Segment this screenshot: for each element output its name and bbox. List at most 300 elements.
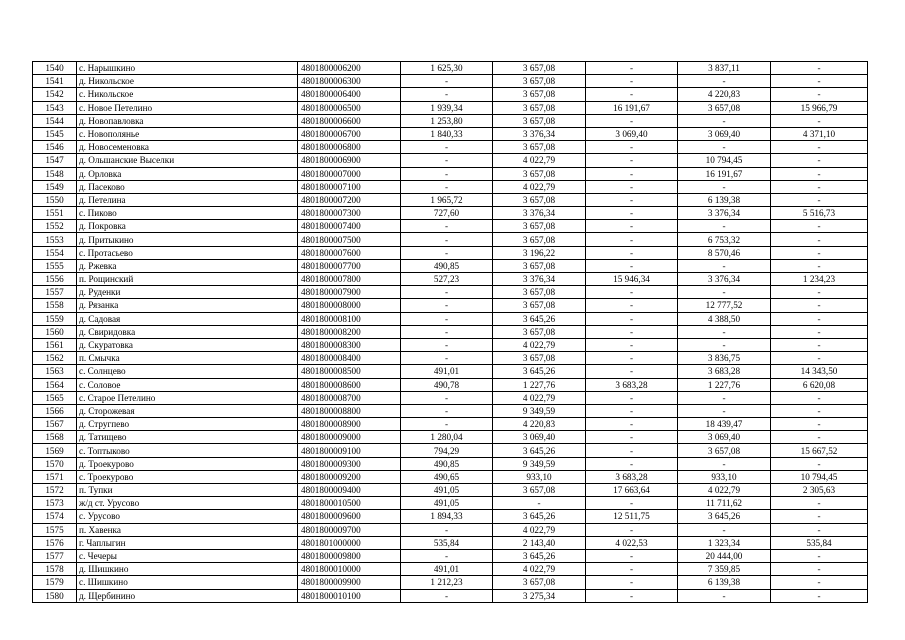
value-col-4-cell: 3 837,11 bbox=[678, 62, 771, 75]
row-number-cell: 1579 bbox=[33, 576, 77, 589]
value-col-5-cell: - bbox=[771, 286, 868, 299]
value-col-2-cell: 4 022,79 bbox=[493, 523, 586, 536]
table-row bbox=[33, 391, 868, 404]
value-col-5-cell: 1 234,23 bbox=[771, 273, 868, 286]
settlement-name-cell: с. Новое Петелино bbox=[77, 101, 298, 114]
oktmo-code-cell: 4801800008400 bbox=[298, 352, 401, 365]
table-row bbox=[33, 273, 868, 286]
value-col-2-cell: 3 657,08 bbox=[493, 576, 586, 589]
value-col-1-cell: - bbox=[401, 352, 493, 365]
table-row bbox=[33, 523, 868, 536]
value-col-2-cell: 3 657,08 bbox=[493, 299, 586, 312]
table-row bbox=[33, 312, 868, 325]
value-col-1-cell: 1 253,80 bbox=[401, 114, 493, 127]
value-col-4-cell: 1 227,76 bbox=[678, 378, 771, 391]
value-col-5-cell: - bbox=[771, 114, 868, 127]
value-col-4-cell: - bbox=[678, 457, 771, 470]
value-col-5-cell: - bbox=[771, 246, 868, 259]
settlement-name-cell: д. Притыкино bbox=[77, 233, 298, 246]
value-col-3-cell: - bbox=[586, 523, 678, 536]
value-col-2-cell: 9 349,59 bbox=[493, 404, 586, 417]
value-col-3-cell: - bbox=[586, 246, 678, 259]
value-col-3-cell: - bbox=[586, 325, 678, 338]
table-row bbox=[33, 207, 868, 220]
value-col-3-cell: - bbox=[586, 457, 678, 470]
value-col-5-cell: - bbox=[771, 457, 868, 470]
table-row bbox=[33, 62, 868, 75]
oktmo-code-cell: 4801800007400 bbox=[298, 220, 401, 233]
settlement-name-cell: с. Нарышкино bbox=[77, 62, 298, 75]
value-col-5-cell: - bbox=[771, 220, 868, 233]
settlement-name-cell: д. Ольшанские Выселки bbox=[77, 154, 298, 167]
value-col-1-cell: - bbox=[401, 246, 493, 259]
row-number-cell: 1568 bbox=[33, 431, 77, 444]
value-col-4-cell: - bbox=[678, 220, 771, 233]
oktmo-code-cell: 4801800007200 bbox=[298, 193, 401, 206]
oktmo-code-cell: 4801800007300 bbox=[298, 207, 401, 220]
value-col-5-cell: 4 371,10 bbox=[771, 127, 868, 140]
value-col-2-cell: 2 143,40 bbox=[493, 536, 586, 549]
table-row bbox=[33, 75, 868, 88]
oktmo-code-cell: 4801800008000 bbox=[298, 299, 401, 312]
settlement-name-cell: с. Пиково bbox=[77, 207, 298, 220]
value-col-1-cell: - bbox=[401, 404, 493, 417]
value-col-5-cell: 14 343,50 bbox=[771, 365, 868, 378]
table-row bbox=[33, 299, 868, 312]
value-col-2-cell: 3 657,08 bbox=[493, 193, 586, 206]
settlement-name-cell: г. Чаплыгин bbox=[77, 536, 298, 549]
value-col-2-cell: 4 022,79 bbox=[493, 154, 586, 167]
value-col-1-cell: - bbox=[401, 325, 493, 338]
settlement-name-cell: д. Новосеменовка bbox=[77, 141, 298, 154]
value-col-1-cell: - bbox=[401, 286, 493, 299]
value-col-3-cell: 15 946,34 bbox=[586, 273, 678, 286]
row-number-cell: 1577 bbox=[33, 549, 77, 562]
value-col-2-cell: 3 376,34 bbox=[493, 127, 586, 140]
oktmo-code-cell: 4801800010100 bbox=[298, 589, 401, 602]
value-col-3-cell: - bbox=[586, 193, 678, 206]
value-col-4-cell: - bbox=[678, 404, 771, 417]
value-col-5-cell: - bbox=[771, 352, 868, 365]
table-row bbox=[33, 470, 868, 483]
value-col-2-cell: 3 657,08 bbox=[493, 62, 586, 75]
value-col-1-cell: 1 894,33 bbox=[401, 510, 493, 523]
value-col-3-cell: - bbox=[586, 497, 678, 510]
value-col-3-cell: - bbox=[586, 75, 678, 88]
value-col-5-cell: - bbox=[771, 75, 868, 88]
row-number-cell: 1580 bbox=[33, 589, 77, 602]
value-col-1-cell: 1 280,04 bbox=[401, 431, 493, 444]
value-col-2-cell: 3 645,26 bbox=[493, 549, 586, 562]
value-col-5-cell: - bbox=[771, 299, 868, 312]
oktmo-code-cell: 4801800006200 bbox=[298, 62, 401, 75]
value-col-3-cell: - bbox=[586, 62, 678, 75]
row-number-cell: 1560 bbox=[33, 325, 77, 338]
settlement-name-cell: д. Руденки bbox=[77, 286, 298, 299]
value-col-1-cell: - bbox=[401, 312, 493, 325]
value-col-5-cell: - bbox=[771, 418, 868, 431]
row-number-cell: 1540 bbox=[33, 62, 77, 75]
value-col-5-cell: - bbox=[771, 510, 868, 523]
settlement-name-cell: д. Рязанка bbox=[77, 299, 298, 312]
settlement-name-cell: д. Петелина bbox=[77, 193, 298, 206]
table-row bbox=[33, 444, 868, 457]
row-number-cell: 1548 bbox=[33, 167, 77, 180]
oktmo-code-cell: 4801800007500 bbox=[298, 233, 401, 246]
value-col-3-cell: - bbox=[586, 444, 678, 457]
value-col-1-cell: - bbox=[401, 88, 493, 101]
value-col-2-cell: 1 227,76 bbox=[493, 378, 586, 391]
row-number-cell: 1567 bbox=[33, 418, 77, 431]
value-col-4-cell: 18 439,47 bbox=[678, 418, 771, 431]
value-col-2-cell: 3 657,08 bbox=[493, 233, 586, 246]
settlement-name-cell: п. Хавенка bbox=[77, 523, 298, 536]
table-body bbox=[33, 62, 868, 603]
value-col-1-cell: - bbox=[401, 418, 493, 431]
value-col-3-cell: - bbox=[586, 338, 678, 351]
table-row bbox=[33, 259, 868, 272]
value-col-1-cell: - bbox=[401, 523, 493, 536]
settlement-name-cell: с. Новополянье bbox=[77, 127, 298, 140]
table-row bbox=[33, 418, 868, 431]
value-col-4-cell: 4 022,79 bbox=[678, 484, 771, 497]
oktmo-code-cell: 4801800009200 bbox=[298, 470, 401, 483]
oktmo-code-cell: 4801800008900 bbox=[298, 418, 401, 431]
table-row bbox=[33, 510, 868, 523]
settlement-name-cell: д. Орловка bbox=[77, 167, 298, 180]
value-col-4-cell: 3 836,75 bbox=[678, 352, 771, 365]
data-table bbox=[32, 61, 868, 603]
value-col-4-cell: 3 376,34 bbox=[678, 273, 771, 286]
value-col-1-cell: 490,78 bbox=[401, 378, 493, 391]
value-col-2-cell: 9 349,59 bbox=[493, 457, 586, 470]
value-col-2-cell: - bbox=[493, 497, 586, 510]
settlement-name-cell: д. Новопавловка bbox=[77, 114, 298, 127]
value-col-1-cell: 490,85 bbox=[401, 259, 493, 272]
value-col-4-cell: - bbox=[678, 180, 771, 193]
value-col-1-cell: 535,84 bbox=[401, 536, 493, 549]
value-col-4-cell: - bbox=[678, 391, 771, 404]
value-col-1-cell: - bbox=[401, 180, 493, 193]
settlement-name-cell: д. Садовая bbox=[77, 312, 298, 325]
value-col-3-cell: - bbox=[586, 141, 678, 154]
settlement-name-cell: д. Скуратовка bbox=[77, 338, 298, 351]
oktmo-code-cell: 4801800008500 bbox=[298, 365, 401, 378]
settlement-name-cell: д. Ржевка bbox=[77, 259, 298, 272]
value-col-5-cell: - bbox=[771, 576, 868, 589]
value-col-2-cell: 3 657,08 bbox=[493, 101, 586, 114]
value-col-5-cell: - bbox=[771, 325, 868, 338]
value-col-1-cell: - bbox=[401, 75, 493, 88]
oktmo-code-cell: 4801800006800 bbox=[298, 141, 401, 154]
value-col-5-cell: - bbox=[771, 312, 868, 325]
oktmo-code-cell: 4801800008600 bbox=[298, 378, 401, 391]
value-col-4-cell: 8 570,46 bbox=[678, 246, 771, 259]
oktmo-code-cell: 4801800010000 bbox=[298, 563, 401, 576]
table-row bbox=[33, 338, 868, 351]
settlement-name-cell: п. Рощинский bbox=[77, 273, 298, 286]
value-col-1-cell: 491,05 bbox=[401, 484, 493, 497]
row-number-cell: 1561 bbox=[33, 338, 77, 351]
value-col-2-cell: 3 645,26 bbox=[493, 365, 586, 378]
value-col-4-cell: - bbox=[678, 325, 771, 338]
settlement-name-cell: с. Троекурово bbox=[77, 470, 298, 483]
value-col-5-cell: 10 794,45 bbox=[771, 470, 868, 483]
value-col-4-cell: - bbox=[678, 259, 771, 272]
value-col-5-cell: - bbox=[771, 193, 868, 206]
value-col-5-cell: - bbox=[771, 523, 868, 536]
table-row bbox=[33, 246, 868, 259]
row-number-cell: 1543 bbox=[33, 101, 77, 114]
value-col-2-cell: 3 275,34 bbox=[493, 589, 586, 602]
oktmo-code-cell: 4801800007100 bbox=[298, 180, 401, 193]
value-col-1-cell: 1 939,34 bbox=[401, 101, 493, 114]
table-row bbox=[33, 286, 868, 299]
value-col-4-cell: 7 359,85 bbox=[678, 563, 771, 576]
value-col-2-cell: 3 657,08 bbox=[493, 114, 586, 127]
value-col-2-cell: 3 657,08 bbox=[493, 286, 586, 299]
value-col-2-cell: 4 022,79 bbox=[493, 180, 586, 193]
value-col-4-cell: - bbox=[678, 75, 771, 88]
settlement-name-cell: с. Урусово bbox=[77, 510, 298, 523]
value-col-2-cell: 4 220,83 bbox=[493, 418, 586, 431]
value-col-1-cell: 727,60 bbox=[401, 207, 493, 220]
oktmo-code-cell: 4801800009900 bbox=[298, 576, 401, 589]
settlement-name-cell: п. Тупки bbox=[77, 484, 298, 497]
value-col-4-cell: - bbox=[678, 286, 771, 299]
settlement-name-cell: с. Солнцево bbox=[77, 365, 298, 378]
oktmo-code-cell: 4801800007600 bbox=[298, 246, 401, 259]
value-col-4-cell: 4 388,50 bbox=[678, 312, 771, 325]
table-row bbox=[33, 233, 868, 246]
table-row bbox=[33, 325, 868, 338]
value-col-5-cell: - bbox=[771, 497, 868, 510]
value-col-4-cell: 11 711,62 bbox=[678, 497, 771, 510]
value-col-1-cell: 1 965,72 bbox=[401, 193, 493, 206]
value-col-4-cell: 1 323,34 bbox=[678, 536, 771, 549]
value-col-1-cell: - bbox=[401, 549, 493, 562]
table-row bbox=[33, 378, 868, 391]
oktmo-code-cell: 4801800009800 bbox=[298, 549, 401, 562]
oktmo-code-cell: 4801800009600 bbox=[298, 510, 401, 523]
row-number-cell: 1559 bbox=[33, 312, 77, 325]
value-col-2-cell: 3 645,26 bbox=[493, 444, 586, 457]
value-col-3-cell: - bbox=[586, 576, 678, 589]
settlement-name-cell: д. Пасеково bbox=[77, 180, 298, 193]
value-col-3-cell: - bbox=[586, 352, 678, 365]
row-number-cell: 1550 bbox=[33, 193, 77, 206]
value-col-3-cell: - bbox=[586, 589, 678, 602]
value-col-4-cell: 6 753,32 bbox=[678, 233, 771, 246]
table-row bbox=[33, 484, 868, 497]
value-col-1-cell: 1 212,23 bbox=[401, 576, 493, 589]
value-col-2-cell: 3 657,08 bbox=[493, 484, 586, 497]
value-col-4-cell: - bbox=[678, 114, 771, 127]
value-col-5-cell: - bbox=[771, 154, 868, 167]
oktmo-code-cell: 4801800009700 bbox=[298, 523, 401, 536]
row-number-cell: 1569 bbox=[33, 444, 77, 457]
settlement-name-cell: с. Топтыково bbox=[77, 444, 298, 457]
oktmo-code-cell: 4801800006600 bbox=[298, 114, 401, 127]
value-col-2-cell: 3 657,08 bbox=[493, 220, 586, 233]
oktmo-code-cell: 4801800009000 bbox=[298, 431, 401, 444]
value-col-1-cell: - bbox=[401, 154, 493, 167]
value-col-5-cell: - bbox=[771, 431, 868, 444]
oktmo-code-cell: 4801800009100 bbox=[298, 444, 401, 457]
value-col-1-cell: 490,85 bbox=[401, 457, 493, 470]
value-col-4-cell: 3 376,34 bbox=[678, 207, 771, 220]
settlement-name-cell: с. Протасьево bbox=[77, 246, 298, 259]
table-row bbox=[33, 180, 868, 193]
value-col-3-cell: 3 683,28 bbox=[586, 470, 678, 483]
value-col-2-cell: 3 657,08 bbox=[493, 167, 586, 180]
settlement-name-cell: с. Шишкино bbox=[77, 576, 298, 589]
value-col-3-cell: 4 022,53 bbox=[586, 536, 678, 549]
value-col-2-cell: 3 069,40 bbox=[493, 431, 586, 444]
row-number-cell: 1552 bbox=[33, 220, 77, 233]
table-row bbox=[33, 167, 868, 180]
value-col-3-cell: - bbox=[586, 431, 678, 444]
oktmo-code-cell: 4801800007000 bbox=[298, 167, 401, 180]
row-number-cell: 1557 bbox=[33, 286, 77, 299]
value-col-1-cell: 490,65 bbox=[401, 470, 493, 483]
settlement-name-cell: д. Покровка bbox=[77, 220, 298, 233]
value-col-2-cell: 3 657,08 bbox=[493, 141, 586, 154]
value-col-4-cell: 933,10 bbox=[678, 470, 771, 483]
value-col-4-cell: 3 657,08 bbox=[678, 101, 771, 114]
table-row bbox=[33, 497, 868, 510]
row-number-cell: 1555 bbox=[33, 259, 77, 272]
row-number-cell: 1547 bbox=[33, 154, 77, 167]
row-number-cell: 1554 bbox=[33, 246, 77, 259]
oktmo-code-cell: 4801800007800 bbox=[298, 273, 401, 286]
settlement-name-cell: д. Свиридовка bbox=[77, 325, 298, 338]
row-number-cell: 1549 bbox=[33, 180, 77, 193]
value-col-1-cell: - bbox=[401, 141, 493, 154]
row-number-cell: 1546 bbox=[33, 141, 77, 154]
oktmo-code-cell: 4801800008100 bbox=[298, 312, 401, 325]
value-col-5-cell: 5 516,73 bbox=[771, 207, 868, 220]
value-col-5-cell: - bbox=[771, 338, 868, 351]
table-row bbox=[33, 154, 868, 167]
value-col-3-cell: 17 663,64 bbox=[586, 484, 678, 497]
value-col-3-cell: - bbox=[586, 299, 678, 312]
value-col-1-cell: - bbox=[401, 299, 493, 312]
value-col-4-cell: - bbox=[678, 589, 771, 602]
value-col-3-cell: - bbox=[586, 286, 678, 299]
settlement-name-cell: ж/д ст. Урусово bbox=[77, 497, 298, 510]
value-col-3-cell: 3 683,28 bbox=[586, 378, 678, 391]
table-row bbox=[33, 589, 868, 602]
value-col-4-cell: 10 794,45 bbox=[678, 154, 771, 167]
table-row bbox=[33, 457, 868, 470]
value-col-1-cell: 491,01 bbox=[401, 563, 493, 576]
value-col-4-cell: 12 777,52 bbox=[678, 299, 771, 312]
value-col-3-cell: 3 069,40 bbox=[586, 127, 678, 140]
oktmo-code-cell: 4801800007700 bbox=[298, 259, 401, 272]
value-col-3-cell: - bbox=[586, 391, 678, 404]
value-col-2-cell: 933,10 bbox=[493, 470, 586, 483]
row-number-cell: 1574 bbox=[33, 510, 77, 523]
value-col-3-cell: - bbox=[586, 259, 678, 272]
value-col-5-cell: - bbox=[771, 233, 868, 246]
value-col-2-cell: 3 657,08 bbox=[493, 75, 586, 88]
row-number-cell: 1541 bbox=[33, 75, 77, 88]
row-number-cell: 1553 bbox=[33, 233, 77, 246]
row-number-cell: 1563 bbox=[33, 365, 77, 378]
table-row bbox=[33, 365, 868, 378]
settlement-name-cell: д. Татищево bbox=[77, 431, 298, 444]
value-col-4-cell: 20 444,00 bbox=[678, 549, 771, 562]
settlement-name-cell: п. Смычка bbox=[77, 352, 298, 365]
value-col-2-cell: 4 022,79 bbox=[493, 391, 586, 404]
table-row bbox=[33, 549, 868, 562]
table-row bbox=[33, 88, 868, 101]
oktmo-code-cell: 4801800010500 bbox=[298, 497, 401, 510]
settlement-name-cell: с. Чечеры bbox=[77, 549, 298, 562]
value-col-1-cell: 794,29 bbox=[401, 444, 493, 457]
value-col-1-cell: 1 840,33 bbox=[401, 127, 493, 140]
table-row bbox=[33, 127, 868, 140]
value-col-5-cell: - bbox=[771, 167, 868, 180]
table-row bbox=[33, 352, 868, 365]
value-col-1-cell: 1 625,30 bbox=[401, 62, 493, 75]
value-col-2-cell: 3 657,08 bbox=[493, 88, 586, 101]
oktmo-code-cell: 4801800006500 bbox=[298, 101, 401, 114]
table-row bbox=[33, 114, 868, 127]
row-number-cell: 1544 bbox=[33, 114, 77, 127]
value-col-2-cell: 3 196,22 bbox=[493, 246, 586, 259]
table-row bbox=[33, 536, 868, 549]
value-col-4-cell: 3 069,40 bbox=[678, 127, 771, 140]
value-col-4-cell: 16 191,67 bbox=[678, 167, 771, 180]
oktmo-code-cell: 4801800006900 bbox=[298, 154, 401, 167]
oktmo-code-cell: 4801800007900 bbox=[298, 286, 401, 299]
table-row bbox=[33, 431, 868, 444]
value-col-1-cell: - bbox=[401, 220, 493, 233]
value-col-4-cell: 3 645,26 bbox=[678, 510, 771, 523]
value-col-3-cell: - bbox=[586, 220, 678, 233]
value-col-5-cell: - bbox=[771, 141, 868, 154]
value-col-5-cell: - bbox=[771, 259, 868, 272]
value-col-2-cell: 3 657,08 bbox=[493, 325, 586, 338]
oktmo-code-cell: 4801800006700 bbox=[298, 127, 401, 140]
value-col-5-cell: - bbox=[771, 180, 868, 193]
value-col-3-cell: - bbox=[586, 312, 678, 325]
value-col-5-cell: 6 620,08 bbox=[771, 378, 868, 391]
value-col-5-cell: - bbox=[771, 404, 868, 417]
settlement-name-cell: д. Сторожевая bbox=[77, 404, 298, 417]
row-number-cell: 1562 bbox=[33, 352, 77, 365]
value-col-1-cell: - bbox=[401, 167, 493, 180]
value-col-3-cell: - bbox=[586, 563, 678, 576]
value-col-5-cell: 535,84 bbox=[771, 536, 868, 549]
row-number-cell: 1576 bbox=[33, 536, 77, 549]
value-col-2-cell: 4 022,79 bbox=[493, 563, 586, 576]
value-col-3-cell: 16 191,67 bbox=[586, 101, 678, 114]
oktmo-code-cell: 4801800006300 bbox=[298, 75, 401, 88]
value-col-3-cell: - bbox=[586, 207, 678, 220]
row-number-cell: 1575 bbox=[33, 523, 77, 536]
value-col-2-cell: 3 376,34 bbox=[493, 273, 586, 286]
table-row bbox=[33, 563, 868, 576]
row-number-cell: 1570 bbox=[33, 457, 77, 470]
value-col-2-cell: 3 645,26 bbox=[493, 510, 586, 523]
value-col-3-cell: - bbox=[586, 233, 678, 246]
value-col-5-cell: - bbox=[771, 563, 868, 576]
oktmo-code-cell: 4801800008700 bbox=[298, 391, 401, 404]
table-row bbox=[33, 220, 868, 233]
